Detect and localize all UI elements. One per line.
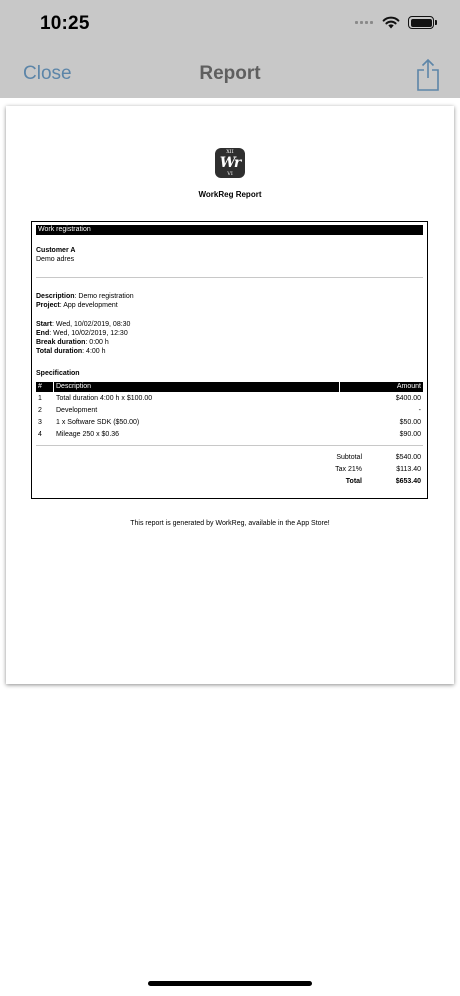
description-line: Description: Demo registration <box>36 293 134 300</box>
share-icon[interactable] <box>416 58 440 92</box>
divider <box>36 277 423 278</box>
report-preview[interactable] <box>0 98 460 698</box>
table-row: 2 Development - <box>38 407 421 414</box>
total-duration-line: Total duration: 4:00 h <box>36 348 106 355</box>
subtotal-row: Subtotal $540.00 <box>336 454 421 461</box>
table-row: 4 Mileage 250 x $0.36 $90.00 <box>38 431 421 438</box>
specification-header: # Description Amount <box>38 383 421 390</box>
status-time: 10:25 <box>40 13 90 34</box>
start-line: Start: Wed, 10/02/2019, 08:30 <box>36 321 131 328</box>
total-row: Total $653.40 <box>345 478 421 485</box>
wifi-icon <box>382 16 400 29</box>
tax-row: Tax 21% $113.40 <box>335 466 421 473</box>
divider <box>36 445 423 446</box>
workreg-logo: XII Wr VI <box>215 148 245 178</box>
cellular-signal-icon <box>355 21 373 24</box>
specification-title: Specification <box>36 370 80 377</box>
table-row: 1 Total duration 4:00 h x $100.00 $400.00 <box>38 395 421 402</box>
report-page <box>6 106 454 684</box>
report-footer: This report is generated by WorkReg, available in the App Store! <box>130 520 330 527</box>
customer-address: Demo adres <box>36 256 75 263</box>
table-row: 3 1 x Software SDK ($50.00) $50.00 <box>38 419 421 426</box>
work-registration-box <box>31 221 428 499</box>
status-icons <box>355 16 434 29</box>
section-title: Work registration <box>36 225 423 235</box>
break-duration-line: Break duration: 0:00 h <box>36 339 109 346</box>
page-title: Report <box>199 63 261 84</box>
end-line: End: Wed, 10/02/2019, 12:30 <box>36 330 128 337</box>
battery-icon <box>408 16 434 29</box>
close-button[interactable]: Close <box>23 63 72 84</box>
report-heading: WorkReg Report <box>198 190 262 199</box>
top-bar <box>0 0 460 98</box>
home-indicator[interactable] <box>148 981 312 986</box>
customer-name: Customer A <box>36 247 76 254</box>
project-line: Project: App development <box>36 302 118 309</box>
